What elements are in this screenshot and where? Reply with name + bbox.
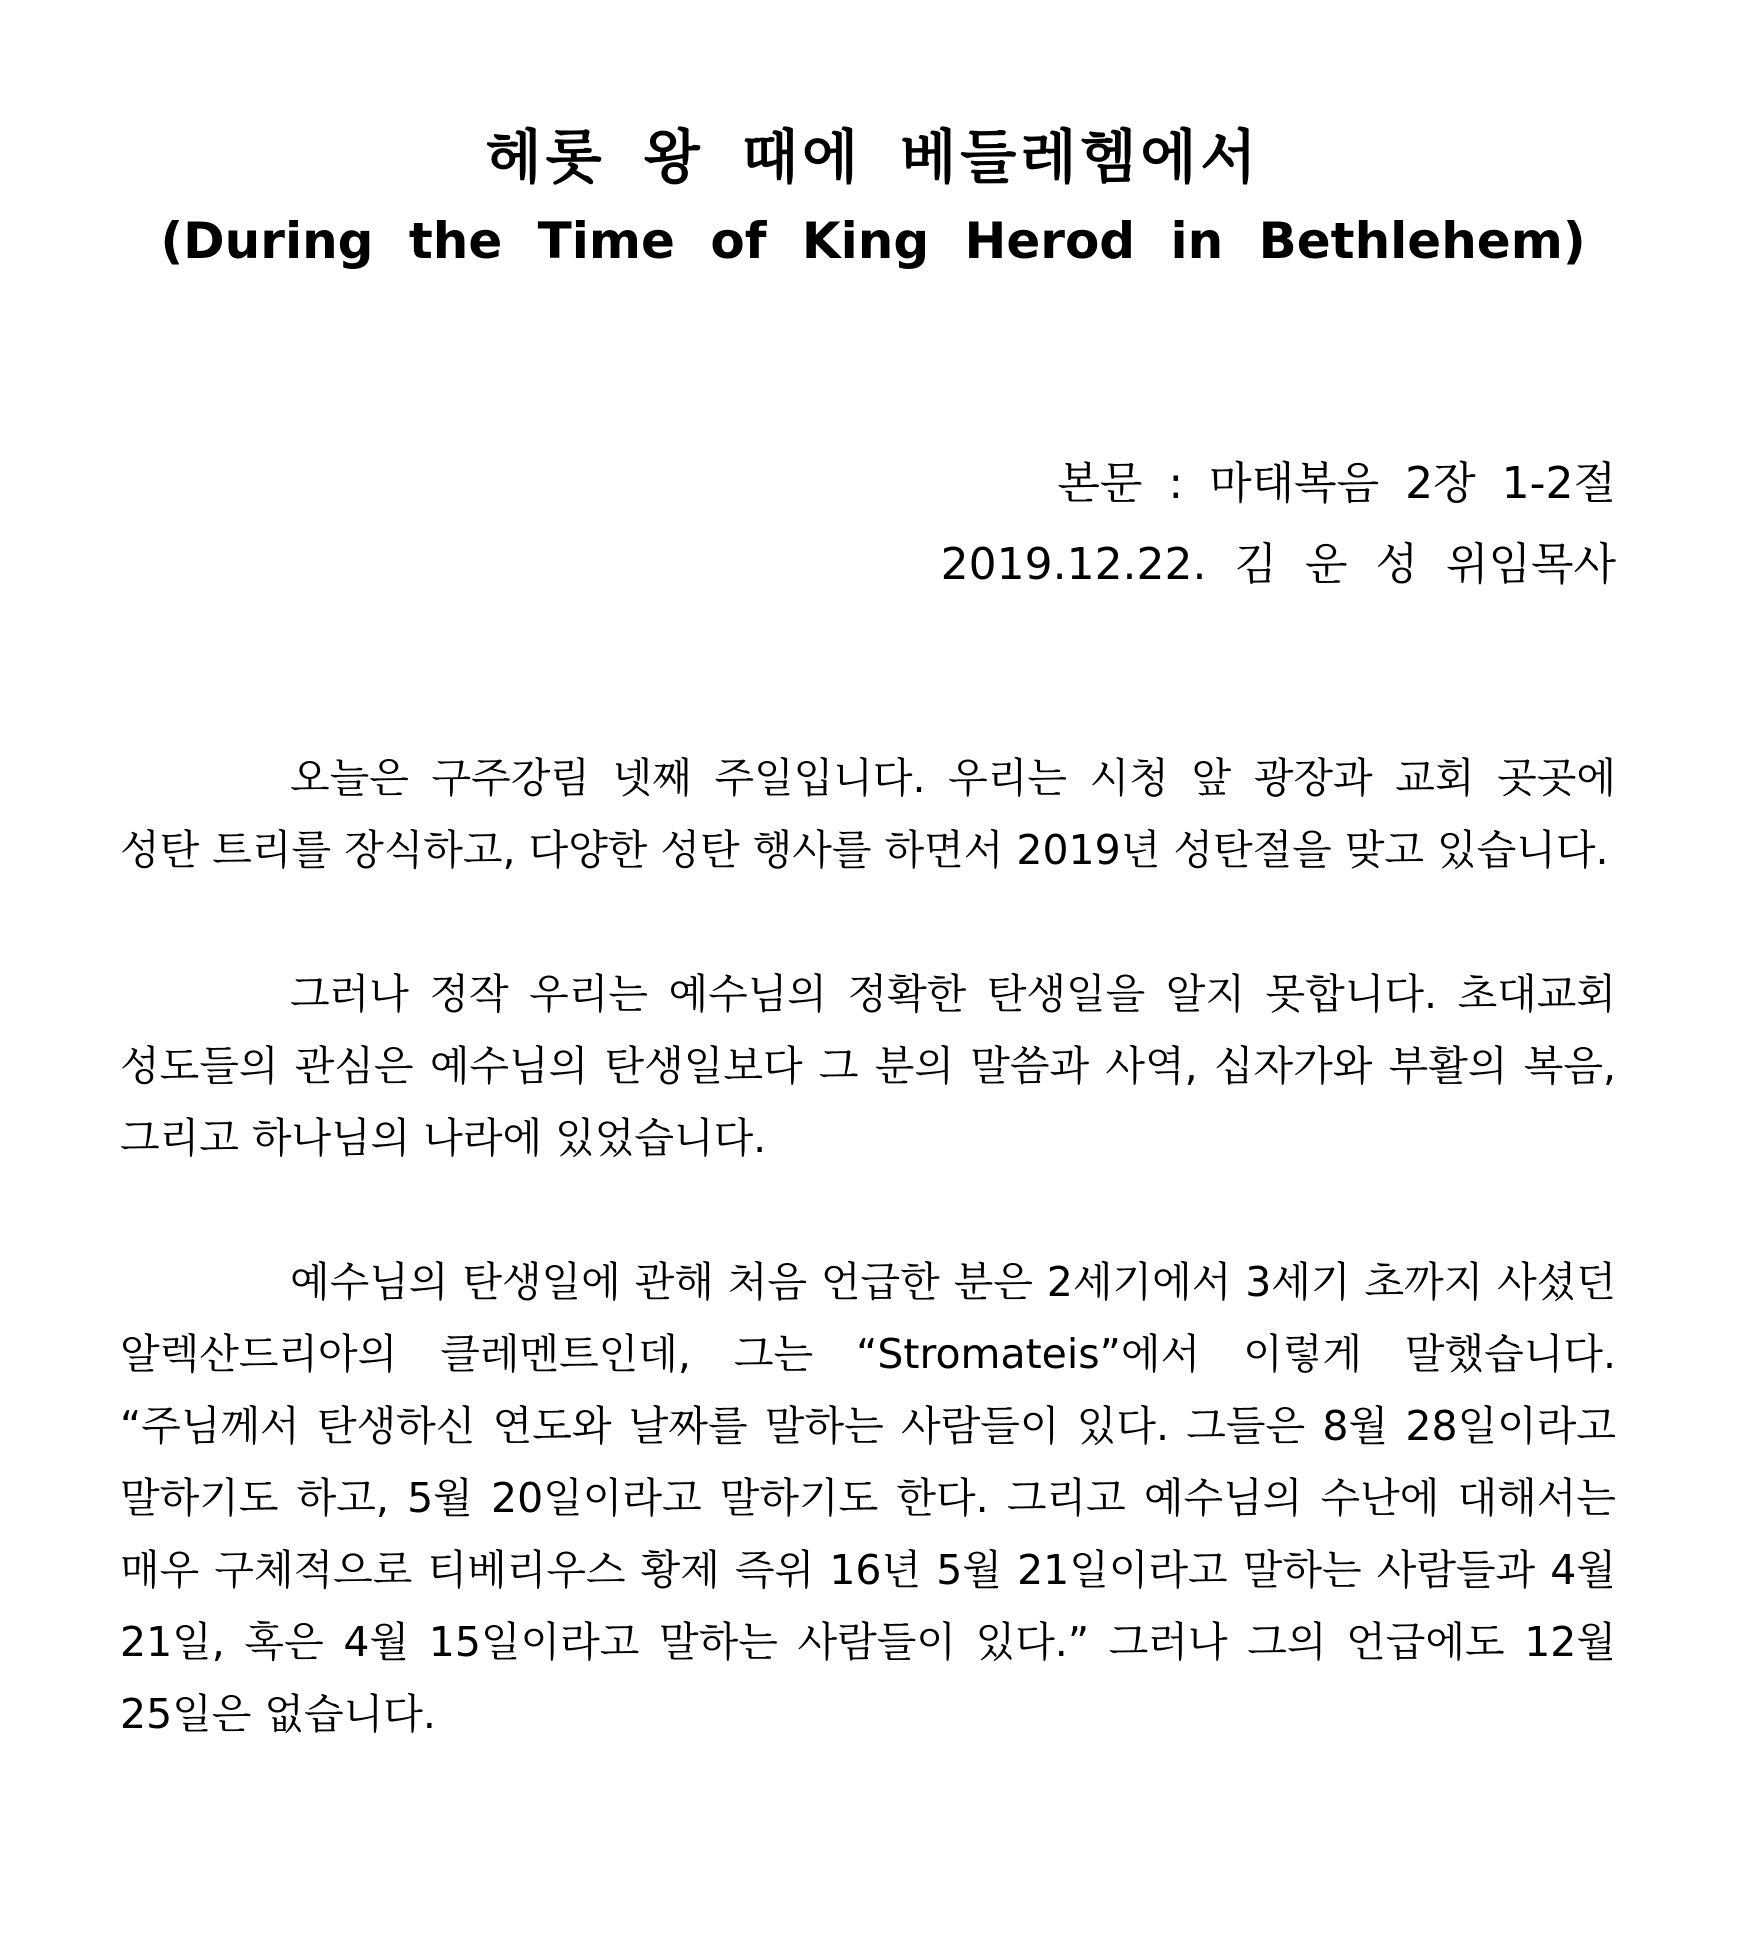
sermon-body [120,742,1616,1822]
title-korean: 헤롯 왕 때에 베들레헴에서 [485,123,1261,191]
paragraph-1: 오늘은 구주강림 넷째 주일입니다. 우리는 시청 앞 광장과 교회 곳곳에 성탄 트리를 장식하고, 다양한 성탄 행사를 하면서 2019년 성탄절을 맞고 있습니다. [120,754,1616,874]
scripture-reference: 본문 : 마태복음 2장 1-2절 [1057,458,1616,509]
title-english: (During the Time of King Herod in Bethlehem) [160,212,1586,270]
date-author: 2019.12.22. 김 운 성 위임목사 [940,539,1616,590]
paragraph-3: 예수님의 탄생일에 관해 처음 언급한 분은 2세기에서 3세기 초까지 사셨던 알렉산드리아의 클레멘트인데, 그는 “Stromateis”에서 이렇게 말했습니다. “주님께서 탄생하신 연도와 날짜를 말하는 사람들이 있다. 그들은 8월 28일이라고 말하기도 하고, 5월 20일이라고 말하기도 한다. 그리고 예수님의 수난에 대해서는 매우 구체적으로 티베리우스 황제 즉위 16년 5월 21일이라고 말하는 사람들과 4월 21일, 혹은 4월 15일이라고 말하는 사람들이 있다.” 그러나 그의 언급에도 12월 25일은 없습니다. [120,1258,1616,1738]
paragraph-2: 그러나 정작 우리는 예수님의 정확한 탄생일을 알지 못합니다. 초대교회 성도들의 관심은 예수님의 탄생일보다 그 분의 말씀과 사역, 십자가와 부활의 복음, 그리고 하나님의 나라에 있었습니다. [120,970,1616,1162]
